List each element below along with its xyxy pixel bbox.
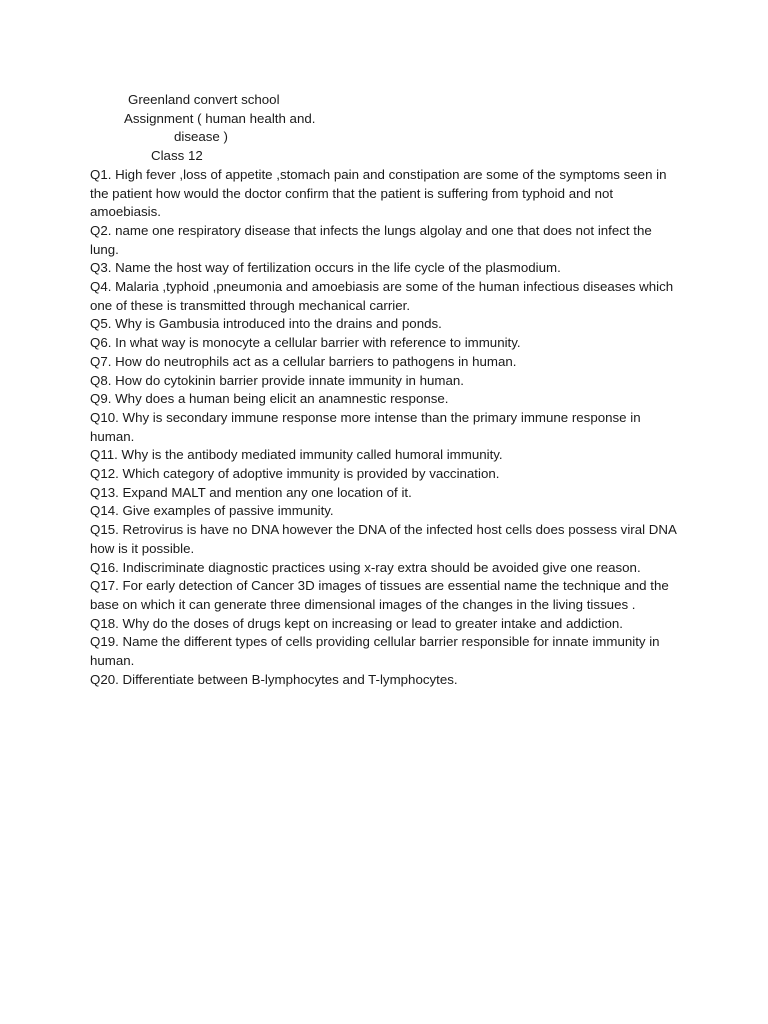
question-item: Q10. Why is secondary immune response more intense than the primary immune response in human. (90, 409, 641, 444)
question-item: Q20. Differentiate between B-lymphocytes and T-lymphocytes. (90, 671, 458, 687)
school-name: Greenland convert school (128, 92, 280, 107)
question-item: Q15. Retrovirus is have no DNA however the DNA of the infected host cells does possess viral DNA how is it possible. (90, 522, 677, 556)
question-item: Q4. Malaria ,typhoid ,pneumonia and amoebiasis are some of the human infectious diseases which one of these is transmitted through mechanical carrier. (90, 279, 674, 313)
assignment-title: Assignment ( human health and. (124, 110, 316, 126)
assignment-title-continued: disease ) (174, 129, 228, 145)
question-item: Q16. Indiscriminate diagnostic practices using x-ray extra should be avoided give one reason. (90, 559, 641, 575)
question-item: Q8. How do cytokinin barrier provide innate immunity in human. (90, 372, 464, 388)
question-item: Q2. name one respiratory disease that infects the lungs algolay and one that does not infect the lung. (90, 222, 652, 257)
class-label: Class 12 (151, 148, 203, 164)
question-item: Q14. Give examples of passive immunity. (90, 503, 334, 519)
question-item: Q17. For early detection of Cancer 3D images of tissues are essential name the technique and the base on which it can generate three dimensional images of the changes in the living tissues . (90, 578, 669, 612)
question-item: Q9. Why does a human being elicit an anamnestic response. (90, 391, 449, 407)
question-item: Q5. Why is Gambusia introduced into the drains and ponds. (90, 316, 442, 332)
question-item: Q7. How do neutrophils act as a cellular barriers to pathogens in human. (90, 353, 517, 369)
question-item: Q3. Name the host way of fertilization occurs in the life cycle of the plasmodium. (90, 260, 561, 276)
question-item: Q12. Which category of adoptive immunity is provided by vaccination. (90, 466, 500, 482)
question-item: Q6. In what way is monocyte a cellular barrier with reference to immunity. (90, 335, 521, 351)
question-item: Q13. Expand MALT and mention any one location of it. (90, 484, 412, 500)
question-item: Q19. Name the different types of cells providing cellular barrier responsible for innate immunity in human. (90, 634, 660, 669)
document-body (90, 91, 680, 690)
question-item: Q18. Why do the doses of drugs kept on increasing or lead to greater intake and addiction. (90, 615, 623, 631)
question-item: Q1. High fever ,loss of appetite ,stomach pain and constipation are some of the symptoms seen in the patient how would the doctor confirm that the patient is suffering from typhoid and not amoebiasis. (90, 166, 667, 220)
question-item: Q11. Why is the antibody mediated immunity called humoral immunity. (90, 447, 503, 463)
